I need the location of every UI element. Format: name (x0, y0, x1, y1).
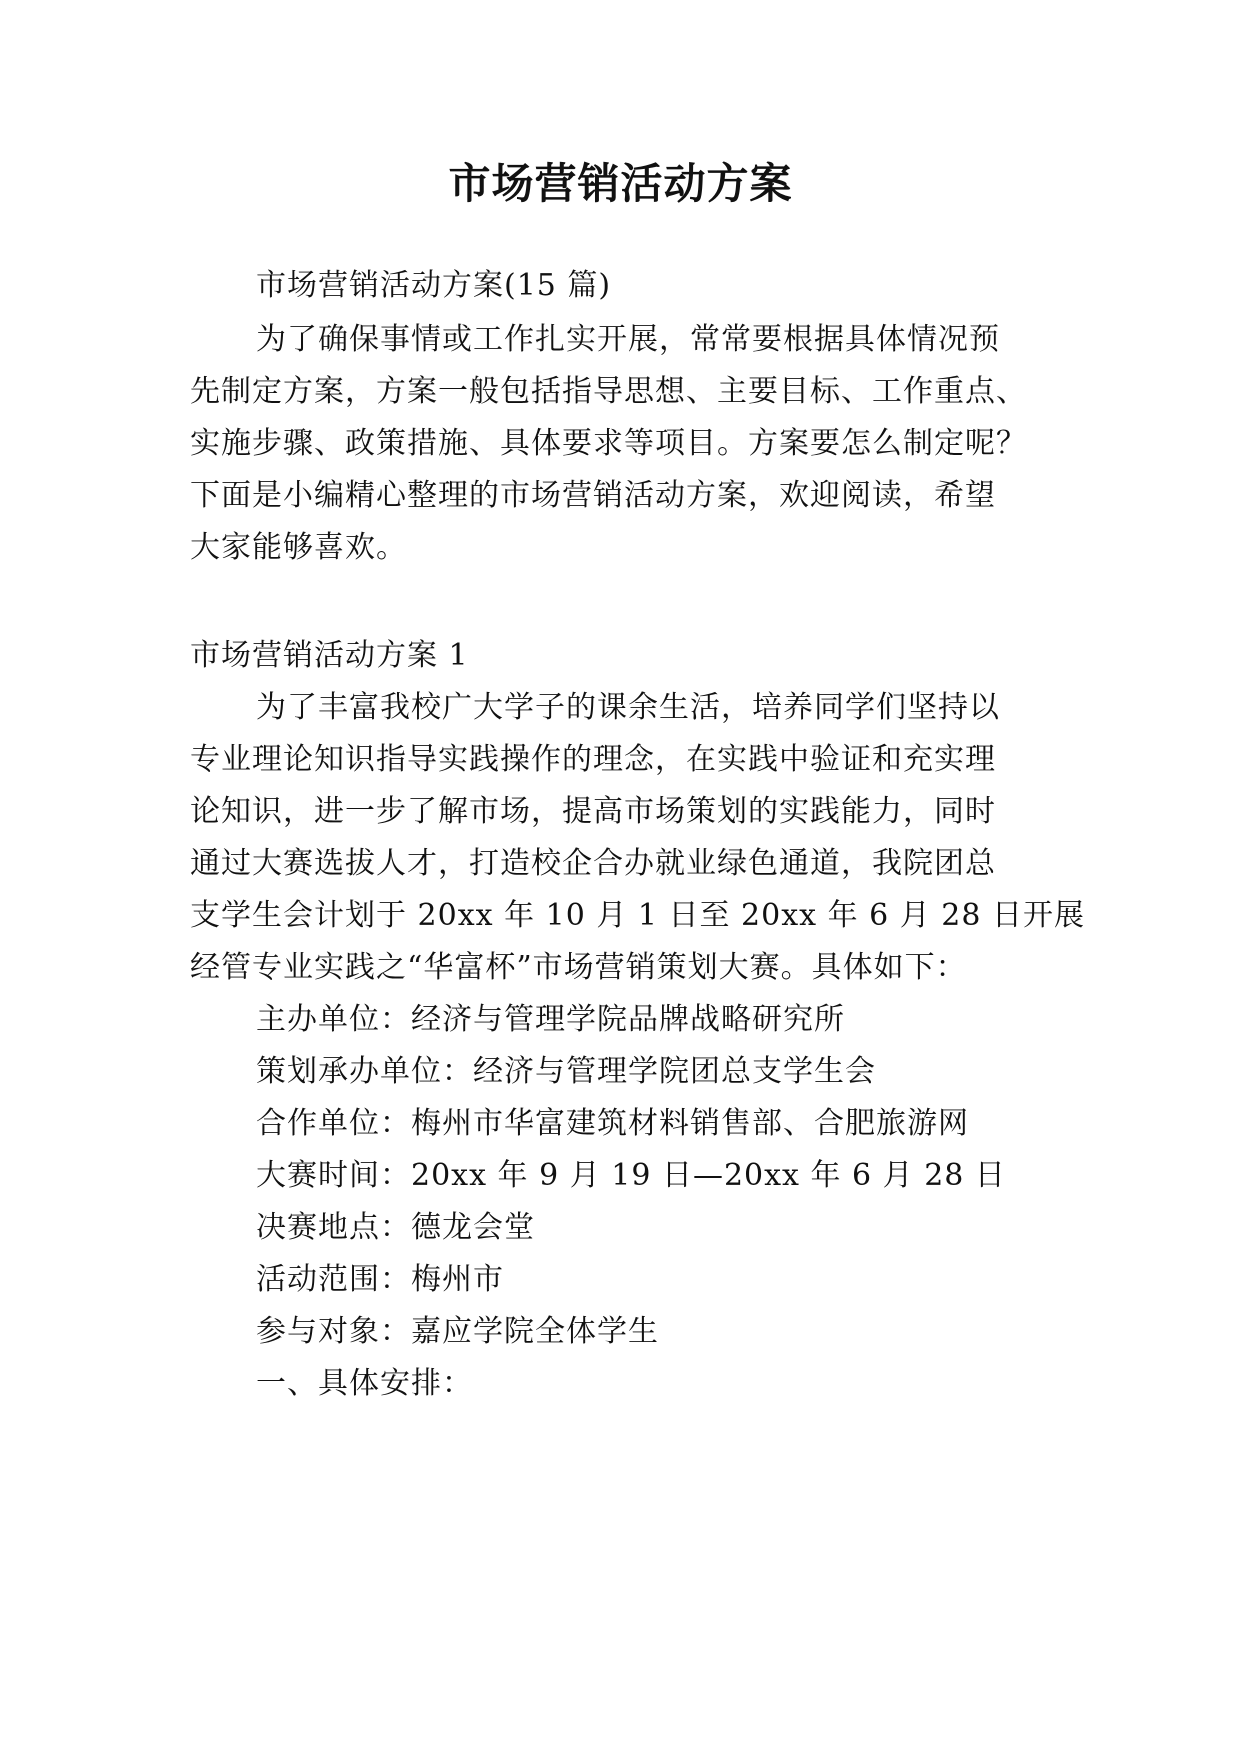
detail-time: 大赛时间：20xx 年 9 月 19 日—20xx 年 6 月 28 日 (256, 1158, 1006, 1193)
section-line: 专业理论知识指导实践操作的理念，在实践中验证和充实理 (190, 742, 996, 777)
section-line: 为了丰富我校广大学子的课余生活，培养同学们坚持以 (256, 690, 1000, 725)
detail-organizer: 主办单位：经济与管理学院品牌战略研究所 (256, 1002, 845, 1037)
detail-coorganizer: 策划承办单位：经济与管理学院团总支学生会 (256, 1054, 876, 1089)
intro-line: 大家能够喜欢。 (190, 530, 407, 565)
intro-line: 实施步骤、政策措施、具体要求等项目。方案要怎么制定呢？ (190, 426, 1027, 461)
section-line: 论知识，进一步了解市场，提高市场策划的实践能力，同时 (190, 794, 996, 829)
section-heading: 市场营销活动方案 1 (190, 638, 469, 673)
detail-participants: 参与对象：嘉应学院全体学生 (256, 1314, 659, 1349)
intro-line: 为了确保事情或工作扎实开展，常常要根据具体情况预 (256, 322, 1000, 357)
document-subtitle: 市场营销活动方案(15 篇) (256, 268, 612, 303)
section-line: 经管专业实践之“华富杯”市场营销策划大赛。具体如下： (190, 950, 967, 985)
detail-partners: 合作单位：梅州市华富建筑材料销售部、合肥旅游网 (256, 1106, 969, 1141)
detail-scope: 活动范围：梅州市 (256, 1262, 504, 1297)
arrangement-heading: 一、具体安排： (256, 1366, 473, 1401)
document-title: 市场营销活动方案 (448, 159, 793, 208)
intro-line: 下面是小编精心整理的市场营销活动方案，欢迎阅读，希望 (190, 478, 996, 513)
section-line: 通过大赛选拔人才，打造校企合办就业绿色通道，我院团总 (190, 846, 996, 881)
intro-line: 先制定方案，方案一般包括指导思想、主要目标、工作重点、 (190, 374, 1027, 409)
section-line: 支学生会计划于 20xx 年 10 月 1 日至 20xx 年 6 月 28 日开展 (190, 898, 1085, 933)
detail-venue: 决赛地点：德龙会堂 (256, 1210, 535, 1245)
